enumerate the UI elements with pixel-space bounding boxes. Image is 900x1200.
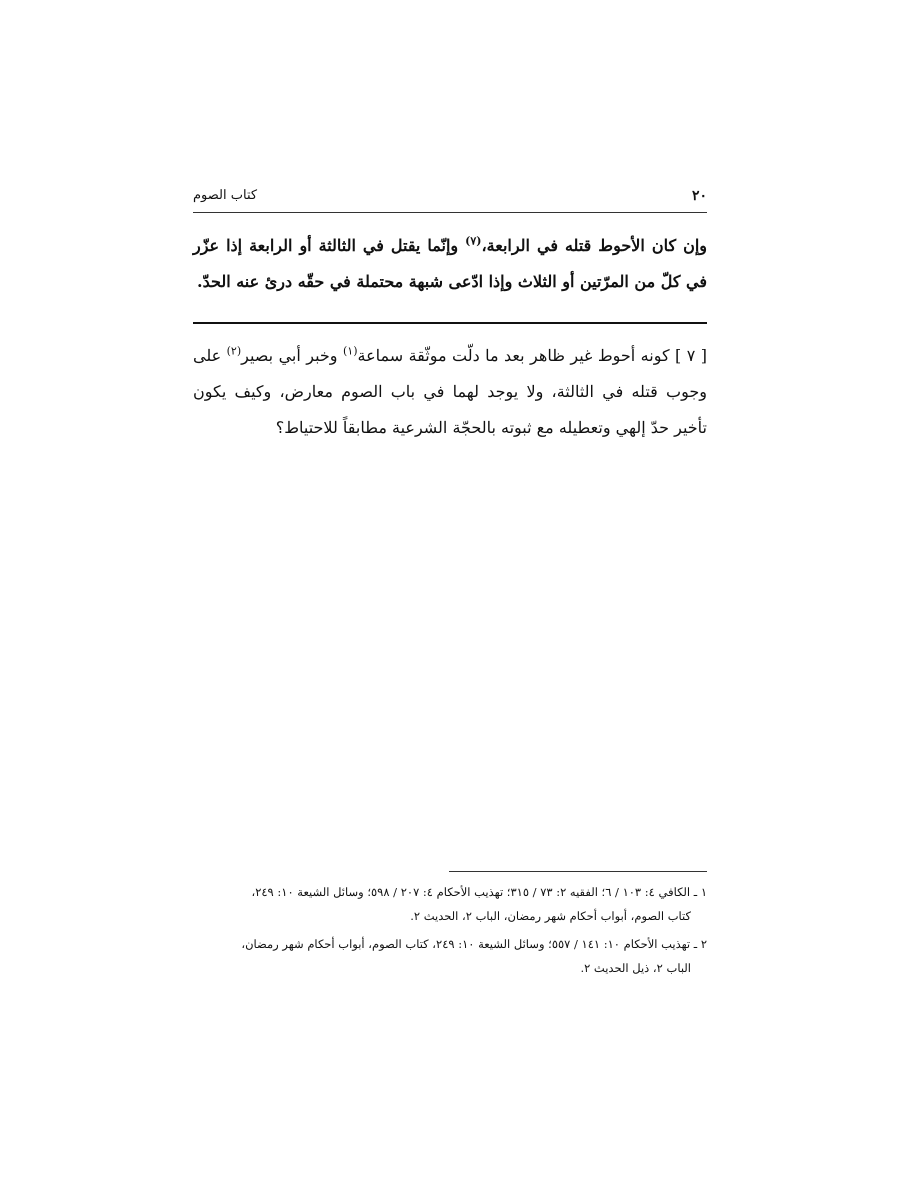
main-text-part: وإن كان الأحوط قتله في الرابعة،	[481, 236, 707, 255]
page-number: ٢٠	[691, 188, 707, 204]
commentary-reference: (٧)	[465, 234, 482, 248]
commentary-text-part: وخبر أبي بصير	[241, 346, 343, 365]
header-divider	[193, 212, 707, 213]
commentary-text-part: على وجوب قتله في الثالثة، ولا يوجد لهما في باب الصوم معارض، وكيف يكون تأخير حدّ إلهي وتعطيله مع ثبوته بالحجّة الشرعية مطابقاً للاحتياط؟	[193, 346, 707, 437]
footnote-line: ١ ـ الكافي ٤: ١٠٣ / ٦؛ الفقيه ٢: ٧٣ / ٣١٥؛ تهذيب الأحكام ٤: ٢٠٧ / ٥٩٨؛ وسائل الشيعة ١٠: ٢٤٩،	[251, 885, 707, 899]
footnote-line: كتاب الصوم، أبواب أحكام شهر رمضان، الباب ٢، الحديث ٢.	[410, 909, 691, 923]
footnote-reference: (٢)	[226, 344, 242, 358]
main-text	[193, 228, 707, 300]
page-header	[193, 188, 707, 210]
main-text-part: وإنّما يقتل في الثالثة أو الرابعة إذا عزّر في كلّ من المرّتين أو الثلاث وإذا ادّعى شبهة محتملة في حقّه درئ عنه الحدّ.	[193, 236, 707, 291]
running-title: كتاب الصوم	[193, 188, 258, 203]
commentary-paragraph	[193, 338, 707, 446]
footnote-line: الباب ٢، ذيل الحديث ٢.	[580, 961, 691, 975]
commentary-text-part: [ ٧ ] كونه أحوط غير ظاهر بعد ما دلّت موثّقة سماعة	[357, 346, 708, 365]
footnote-reference: (١)	[342, 344, 358, 358]
commentary	[193, 338, 707, 446]
footnote	[193, 880, 707, 928]
commentary-divider	[193, 322, 707, 324]
footnote-divider	[449, 871, 707, 872]
footnote-line: ٢ ـ تهذيب الأحكام ١٠: ١٤١ / ٥٥٧؛ وسائل الشيعة ١٠: ٢٤٩، كتاب الصوم، أبواب أحكام شهر رمضان،	[241, 937, 707, 951]
main-paragraph	[193, 228, 707, 300]
footnotes	[193, 880, 707, 984]
footnote	[193, 932, 707, 980]
